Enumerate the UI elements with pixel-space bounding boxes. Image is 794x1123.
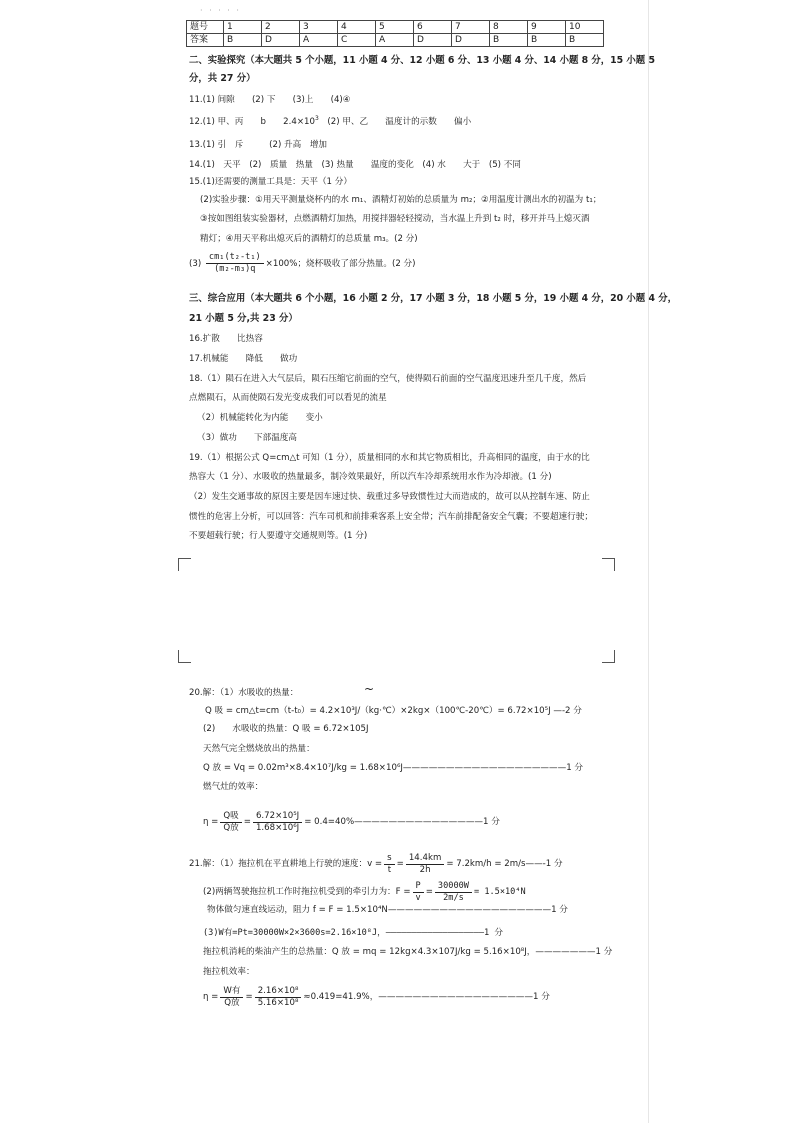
table-cell: 3 <box>300 21 338 34</box>
q20-line-4: 天然气完全燃烧放出的热量： <box>203 744 315 754</box>
table-cell: B <box>566 34 604 47</box>
q21-line-3: 物体做匀速直线运动，阻力 f = F = 1.5×10⁴N———————————————————1 分 <box>207 905 568 915</box>
answer-q14: 14.(1) 天平 (2) 质量 热量 (3) 热量 温度的变化 (4) 水 大于 (5) 不同 <box>189 160 521 170</box>
table-cell: 9 <box>528 21 566 34</box>
table-row <box>187 34 604 47</box>
fraction: $\frac{s}{t}$ <box>384 853 394 876</box>
answer-q18-1: 18.（1）陨石在进入大气层后，陨石压缩它前面的空气，使得陨石前面的空气温度迅速升至几千度，然后 <box>189 374 587 384</box>
q20-line-5: Q 放 = Vq = 0.02m³×8.4×10⁷J/kg = 1.68×10⁶J———————————————————1 分 <box>203 763 584 773</box>
table-cell: 6 <box>414 21 452 34</box>
table-cell: 7 <box>452 21 490 34</box>
table-row <box>187 21 604 34</box>
table-cell: A <box>300 34 338 47</box>
q21-line-1: 21.解：（1）拖拉机在平直耕地上行驶的速度：v = $\frac{s}{t}$ = $\frac{14.4km}{2h}$ = 7.2km/h = 2m/s——-1 分 <box>189 852 563 875</box>
answer-q11: 11.(1) 间隙 (2) 下 (3)上 (4)④ <box>189 95 351 105</box>
table-cell: 4 <box>338 21 376 34</box>
table-cell: B <box>528 34 566 47</box>
answer-q18-3: （2）机械能转化为内能 变小 <box>197 413 323 423</box>
answer-q12: 12.(1) 甲、丙 b $2.4\times 10^3$ (2) 甲、乙 温度计的示数 偏小 <box>189 115 472 127</box>
crop-mark <box>602 650 615 663</box>
answer-table <box>186 20 604 47</box>
table-cell: D <box>452 34 490 47</box>
answer-q13: 13.(1) 引 斥 (2) 升高 增加 <box>189 140 328 150</box>
fraction: $\frac{\text{2.16×10⁸}}{\text{5.16×10⁸}}$ <box>255 986 302 1009</box>
efficiency-fraction: $\frac{\text{cm₁(t₂-t₁)}}{\text{(m₂-m₃)q}}$ <box>206 252 264 275</box>
table-cell: D <box>262 34 300 47</box>
answer-q18-2: 点燃陨石，从而使陨石发光变成我们可以看见的流星 <box>189 393 387 403</box>
stray-mark: ~ <box>364 682 375 696</box>
answer-q18-4: （3）做功 下部温度高 <box>197 433 297 443</box>
crop-mark <box>178 558 191 571</box>
q21-line-6: 拖拉机效率： <box>203 967 255 977</box>
fraction: $\frac{14.4km}{2h}$ <box>406 853 444 876</box>
q20-line-3: (2) 水吸收的热量：Q 吸 = 6.72×105J <box>203 724 369 734</box>
table-cell: A <box>376 34 414 47</box>
q21-line-4: (3)W有=Pt=30000W×2×3600s=2.16×10⁸J，———————————————————1 分 <box>203 928 503 938</box>
table-cell: 10 <box>566 21 604 34</box>
q20-line-6: 燃气灶的效率： <box>203 782 264 792</box>
table-cell: 答案 <box>187 34 224 47</box>
q20-line-1: 20.解：（1）水吸收的热量： <box>189 688 299 698</box>
q21-line-2: (2)两辆驾驶拖拉机工作时拖拉机受到的牵引力为：F = $\frac{P}{v}$ = $\frac{30000W}{2m/s}$ = 1.5×10⁴N <box>203 880 526 903</box>
answer-q19-1: 19.（1）根据公式 Q=cm△t 可知（1 分），质量相同的水和其它物质相比，升高相同的温度，由于水的比 <box>189 453 590 463</box>
crop-mark <box>602 558 615 571</box>
table-cell: B <box>490 34 528 47</box>
answer-q17: 17.机械能 降低 做功 <box>189 354 298 364</box>
table-cell: D <box>414 34 452 47</box>
table-cell: B <box>224 34 262 47</box>
answer-q16: 16.扩散 比热容 <box>189 334 263 344</box>
table-cell: 1 <box>224 21 262 34</box>
table-cell: C <box>338 34 376 47</box>
table-cell: 2 <box>262 21 300 34</box>
section2-title-cont: 分，共 27 分） <box>189 73 256 84</box>
answer-q15-4: 精灯；④用天平称出熄灭后的酒精灯的总质量 m₃。(2 分) <box>200 234 418 244</box>
answer-q19-4: 惯性的危害上分析，可以回答：汽车司机和前排乘客系上安全带；汽车前排配备安全气囊；不要超速行驶； <box>189 512 593 522</box>
fraction: $\frac{P}{v}$ <box>413 881 424 904</box>
section2-title: 二、实验探究（本大题共 5 个小题，11 小题 4 分、12 小题 6 分、13 小题 4 分、14 小题 8 分，15 小题 5 <box>189 55 655 66</box>
answer-q15-2: (2)实验步骤：①用天平测量烧杯内的水 m₁、酒精灯初始的总质量为 m₂；②用温度计测出水的初温为 t₁； <box>200 195 602 205</box>
fraction: $\frac{\text{Q吸}}{\text{Q放}}$ <box>220 811 241 834</box>
section3-title: 三、综合应用（本大题共 6 个小题，16 小题 2 分，17 小题 3 分，18 小题 5 分，19 小题 4 分，20 小题 4 分， <box>189 293 677 304</box>
header-dots: · · · · · <box>200 6 241 15</box>
q21-efficiency-formula: η = $\frac{\text{W有}}{\text{Q放}}$ = $\frac{\text{2.16×10⁸}}{\text{5.16×10⁸}}$ ≈0.419=41.9%，——————————————————1 分 <box>203 985 550 1008</box>
fraction: $\frac{\text{6.72×10⁵J}}{\text{1.68×10⁶J}}$ <box>253 811 302 834</box>
fraction: $\frac{30000W}{2m/s}$ <box>435 881 472 904</box>
q20-efficiency-formula: η = $\frac{\text{Q吸}}{\text{Q放}}$ = $\frac{\text{6.72×10⁵J}}{\text{1.68×10⁶J}}$ = 0.4=40%———————————————1 分 <box>203 810 500 833</box>
table-cell: 5 <box>376 21 414 34</box>
page-edge-line <box>648 0 649 1123</box>
answer-q19-3: （2）发生交通事故的原因主要是因车速过快、载重过多导致惯性过大而造成的，故可以从控制车速、防止 <box>189 492 590 502</box>
answer-q15-formula: (3) $\frac{\text{cm₁(t₂-t₁)}}{\text{(m₂-m₃)q}}$ ×100%；烧杯吸收了部分热量。(2 分) <box>189 252 416 274</box>
table-cell: 8 <box>490 21 528 34</box>
answer-q15-3: ③按如图组装实验器材，点燃酒精灯加热，用搅拌器轻轻搅动，当水温上升到 t₂ 时，移开并马上熄灭酒 <box>200 214 590 224</box>
table-cell: 题号 <box>187 21 224 34</box>
answer-q19-2: 热容大（1 分）、水吸收的热量最多，制冷效果最好，所以汽车冷却系统用水作为冷却液。(1 分) <box>189 472 552 482</box>
answer-q19-5: 不要超载行驶；行人要遵守交通规则等。(1 分) <box>189 531 368 541</box>
q20-line-2: Q 吸 = cm△t=cm（t-t₀）= 4.2×10³J/（kg·℃）×2kg×（100℃-20℃）= 6.72×10⁵J —-2 分 <box>205 706 582 716</box>
crop-mark <box>178 650 191 663</box>
answer-q15-1: 15.(1)还需要的测量工具是：天平（1 分） <box>189 177 352 187</box>
q21-line-5: 拖拉机消耗的柴油产生的总热量：Q 放 = mq = 12kg×4.3×107J/kg = 5.16×10⁸J，———————1 分 <box>203 947 613 957</box>
fraction: $\frac{\text{W有}}{\text{Q放}}$ <box>220 986 243 1009</box>
section3-title-cont: 21 小题 5 分,共 23 分） <box>189 313 298 324</box>
